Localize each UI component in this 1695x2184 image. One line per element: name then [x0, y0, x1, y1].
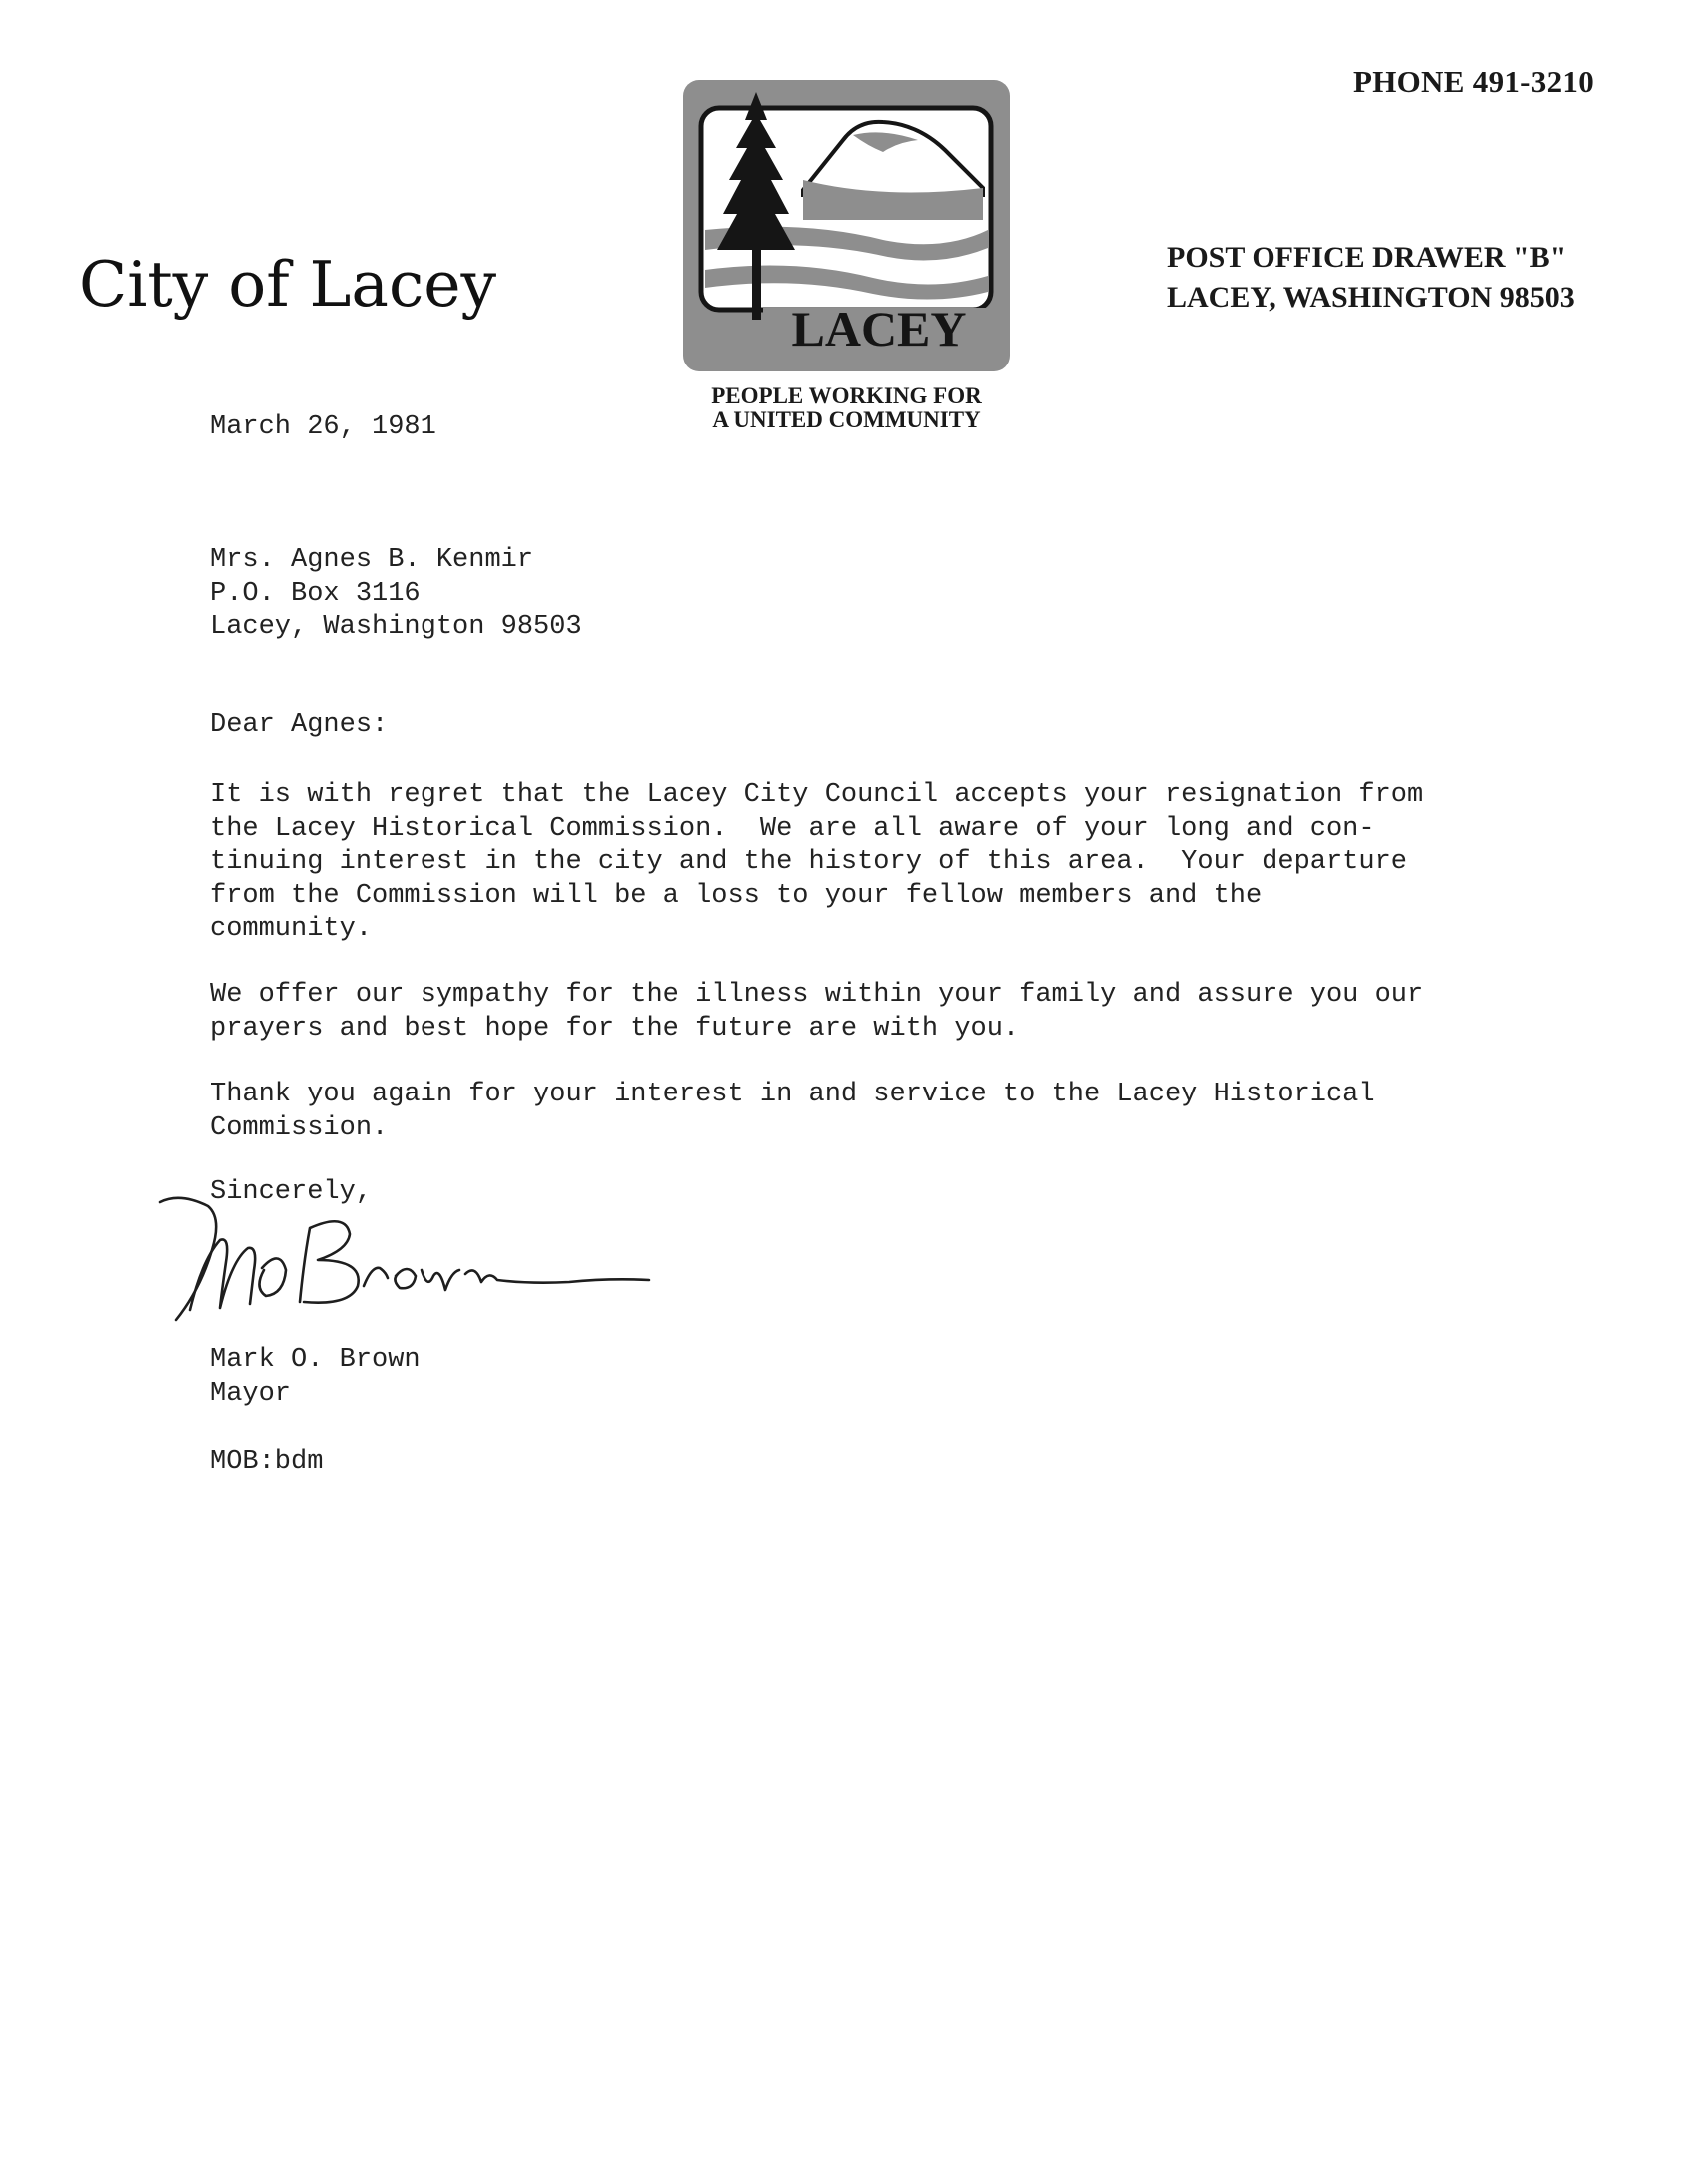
- paragraph-line: prayers and best hope for the future are with you.: [210, 1013, 1020, 1044]
- logo-wordmark: LACEY: [791, 301, 967, 357]
- phone-number: PHONE 491-3210: [1353, 64, 1594, 99]
- signer-block: [210, 1344, 421, 1411]
- address-line: POST OFFICE DRAWER "B": [1167, 241, 1567, 274]
- recipient-line: Mrs. Agnes B. Kenmir: [210, 545, 534, 575]
- body-paragraph-2: [210, 979, 1423, 1046]
- salutation: Dear Agnes:: [210, 710, 389, 740]
- paragraph-line: We offer our sympathy for the illness within your family and assure you our: [210, 980, 1424, 1010]
- paragraph-line: from the Commission will be a loss to your fellow members and the: [210, 880, 1263, 911]
- city-logo: [683, 80, 1010, 371]
- signer-title: Mayor: [210, 1378, 292, 1409]
- tagline-line: A UNITED COMMUNITY: [712, 407, 981, 432]
- paragraph-line: community.: [210, 914, 373, 944]
- body-paragraph-1: [210, 779, 1423, 947]
- signer-name: Mark O. Brown: [210, 1345, 421, 1375]
- reference-initials: MOB:bdm: [210, 1447, 324, 1477]
- city-address: [1167, 238, 1575, 318]
- paragraph-line: the Lacey Historical Commission. We are all aware of your long and con-: [210, 813, 1375, 844]
- paragraph-line: Commission.: [210, 1112, 389, 1143]
- paragraph-line: tinuing interest in the city and the history of this area. Your departure: [210, 847, 1407, 877]
- recipient-line: P.O. Box 3116: [210, 578, 421, 609]
- recipient-line: Lacey, Washington 98503: [210, 612, 582, 642]
- letter-date: March 26, 1981: [210, 412, 436, 442]
- address-line: LACEY, WASHINGTON 98503: [1167, 281, 1575, 314]
- closing: Sincerely,: [210, 1177, 373, 1207]
- handwritten-signature: [150, 1190, 659, 1340]
- recipient-address: [210, 544, 582, 645]
- tagline: [683, 384, 1010, 432]
- paragraph-line: Thank you again for your interest in and service to the Lacey Historical: [210, 1080, 1375, 1109]
- tagline-line: PEOPLE WORKING FOR: [711, 383, 982, 408]
- body-paragraph-3: [210, 1079, 1375, 1145]
- paragraph-line: It is with regret that the Lacey City Council accepts your resignation from: [210, 780, 1424, 810]
- city-name-heading: City of Lacey: [79, 248, 497, 321]
